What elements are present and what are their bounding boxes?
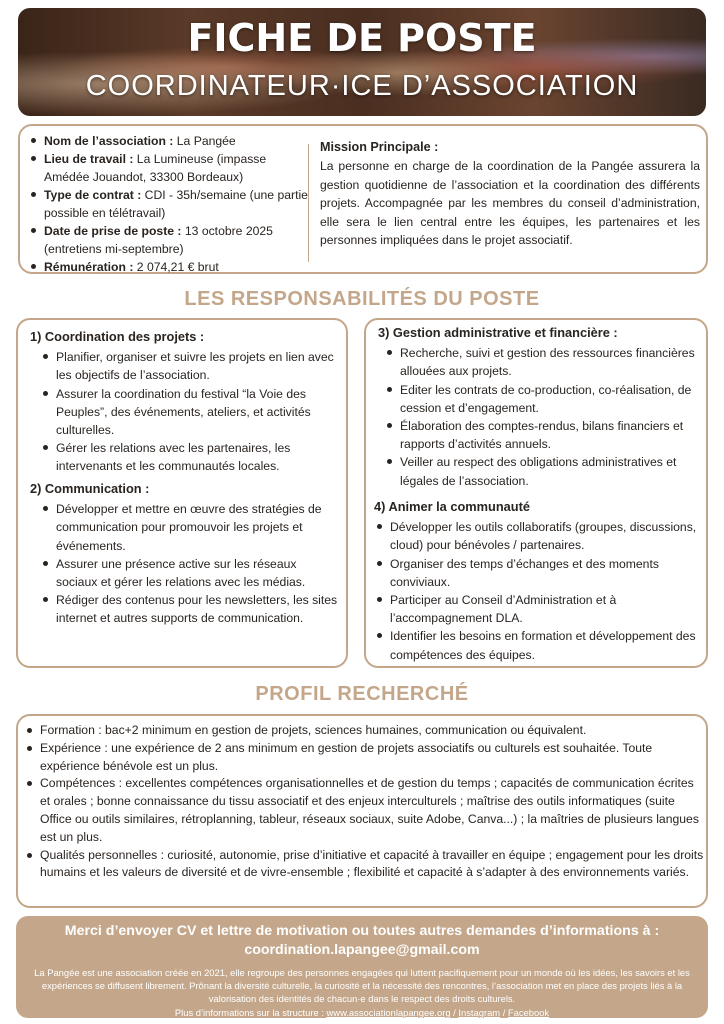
mission-text: La personne en charge de la coordination de la Pangée assurera la gestion quotidienne de l’association et la coordination des différents projets. Accompagnée par les membres du conseil d’administration, elle sera le lien central entre les équipes, les partenaires et les personnes impliquées dans le projet associatif. bbox=[320, 159, 700, 248]
list-item: Veiller au respect des obligations administratives et légales de l’association. bbox=[384, 453, 700, 489]
about-association bbox=[20, 966, 704, 1019]
profile-list bbox=[24, 722, 706, 882]
website-link[interactable]: www.associationlapangee.org bbox=[326, 1006, 451, 1018]
job-info-list bbox=[28, 132, 308, 276]
list-item: Organiser des temps d’échanges et des moments conviviaux. bbox=[374, 555, 706, 591]
resp-list bbox=[378, 344, 700, 490]
resp-list bbox=[30, 348, 340, 475]
instagram-link[interactable]: Instagram bbox=[458, 1006, 501, 1018]
list-item: Editer les contrats de co-production, co-réalisation, de cession et d’engagement. bbox=[384, 381, 700, 417]
resp-section-title: 1) Coordination des projets : bbox=[30, 329, 205, 344]
resp-list bbox=[374, 518, 706, 664]
resp-list bbox=[30, 500, 340, 627]
profile-card bbox=[16, 714, 708, 908]
contact-cta bbox=[16, 922, 708, 960]
profile-item-formation: Formation : bac+2 minimum en gestion de projets, sciences humaines, communication ou équivalent. bbox=[24, 722, 706, 740]
page-title: FICHE DE POSTE bbox=[187, 16, 537, 60]
list-item: Assurer une présence active sur les réseaux sociaux et gérer les relations avec les médias. bbox=[40, 555, 340, 591]
profile-item-skills: Compétences : excellentes compétences organisationnelles et de gestion du temps ; capacités de communication écrites et orales ; bonne connaissance du tissu associatif et des enjeux interculturels ; maîtrise des outils informatiques (suite Office ou outils similaires, rétroplanning, tableur, réseaux sociaux, suite Adobe, Canva...) ; la maîtries de plusieurs langues est un plus. bbox=[24, 775, 706, 846]
list-item: Gérer les relations avec les partenaires, les intervenants et les communautés locales. bbox=[40, 439, 340, 475]
profile-heading: PROFIL RECHERCHÉ bbox=[255, 683, 469, 705]
page-subtitle: COORDINATEUR·ICE D’ASSOCIATION bbox=[85, 70, 639, 102]
cta-text: Merci d’envoyer CV et lettre de motivation ou toutes autres demandes d’informations à : bbox=[64, 923, 660, 939]
list-item: Développer les outils collaboratifs (groupes, discussions, cloud) pour bénévoles / partenaires. bbox=[374, 518, 706, 554]
resp-section-title: 3) Gestion administrative et financière : bbox=[378, 325, 618, 340]
list-item: Assurer la coordination du festival “la Voie des Peuples”, des événements, ateliers, et activités culturelles. bbox=[40, 385, 340, 440]
mission-title: Mission Principale : bbox=[320, 140, 439, 154]
job-info-card bbox=[18, 124, 708, 274]
info-start-date: Date de prise de poste : 13 octobre 2025 (entretiens mi-septembre) bbox=[28, 222, 308, 258]
facebook-link[interactable]: Facebook bbox=[507, 1006, 550, 1018]
info-workplace: Lieu de travail : La Lumineuse (impasse Amédée Jouandot, 33300 Bordeaux) bbox=[28, 150, 308, 186]
list-item: Identifier les besoins en formation et développement des compétences des équipes. bbox=[374, 627, 706, 663]
list-item: Participer au Conseil d’Administration et à l’accompagnement DLA. bbox=[374, 591, 706, 627]
resp-section-communication bbox=[30, 480, 340, 628]
resp-section-title: 4) Animer la communauté bbox=[374, 499, 530, 514]
resp-section-admin bbox=[378, 324, 700, 490]
resp-section-coordination bbox=[30, 328, 340, 476]
responsibilities-right-card bbox=[364, 318, 708, 668]
responsibilities-left-card bbox=[16, 318, 348, 668]
mission-block bbox=[320, 138, 700, 249]
info-salary: Rémunération : 2 074,21 € brut bbox=[28, 258, 308, 276]
more-info-line: Plus d’informations sur la structure : www.associationlapangee.org / Instagram / Facebook bbox=[174, 1006, 550, 1018]
list-item: Rédiger des contenus pour les newsletters, les sites internet et autres supports de communication. bbox=[40, 591, 340, 627]
resp-section-title: 2) Communication : bbox=[30, 481, 150, 496]
info-association: Nom de l’association : La Pangée bbox=[28, 132, 308, 150]
list-item: Planifier, organiser et suivre les projets en lien avec les objectifs de l’association. bbox=[40, 348, 340, 384]
info-contract: Type de contrat : CDI - 35h/semaine (une partie possible en télétravail) bbox=[28, 186, 308, 222]
about-text: La Pangée est une association créée en 2021, elle regroupe des personnes engagées qui luttent pacifiquement pour un monde où les idées, les savoirs et les expériences se diffusent librement. Prônant la diversité culturelle, la curiosité et la nécessité des rencontres, l’association met en place des projets liés à la valorisation des identités de chacun·e dans le respect des droits culturels. bbox=[34, 967, 690, 1005]
contact-footer bbox=[16, 916, 708, 1018]
responsibilities-heading: LES RESPONSABILITÉS DU POSTE bbox=[184, 288, 540, 310]
header-banner bbox=[18, 8, 706, 116]
list-item: Développer et mettre en œuvre des stratégies de communication pour promouvoir les projets et événements. bbox=[40, 500, 340, 555]
list-item: Élaboration des comptes-rendus, bilans financiers et rapports d’activités annuels. bbox=[384, 417, 700, 453]
profile-item-experience: Expérience : une expérience de 2 ans minimum en gestion de projets associatifs ou culturels est souhaitée. Toute expérience bénévole est un plus. bbox=[24, 740, 706, 776]
profile-item-qualities: Qualités personnelles : curiosité, autonomie, prise d’initiative et capacité à travailler en équipe ; engagement pour les droits humains et les valeurs de diversité et de vivre-ensemble ; flexibilité et capacité à s’adapter à des environnements variés. bbox=[24, 847, 706, 883]
contact-email[interactable]: coordination.lapangee@gmail.com bbox=[244, 942, 480, 958]
vertical-divider bbox=[308, 144, 309, 262]
list-item: Recherche, suivi et gestion des ressources financières allouées aux projets. bbox=[384, 344, 700, 380]
resp-section-community bbox=[374, 498, 706, 664]
